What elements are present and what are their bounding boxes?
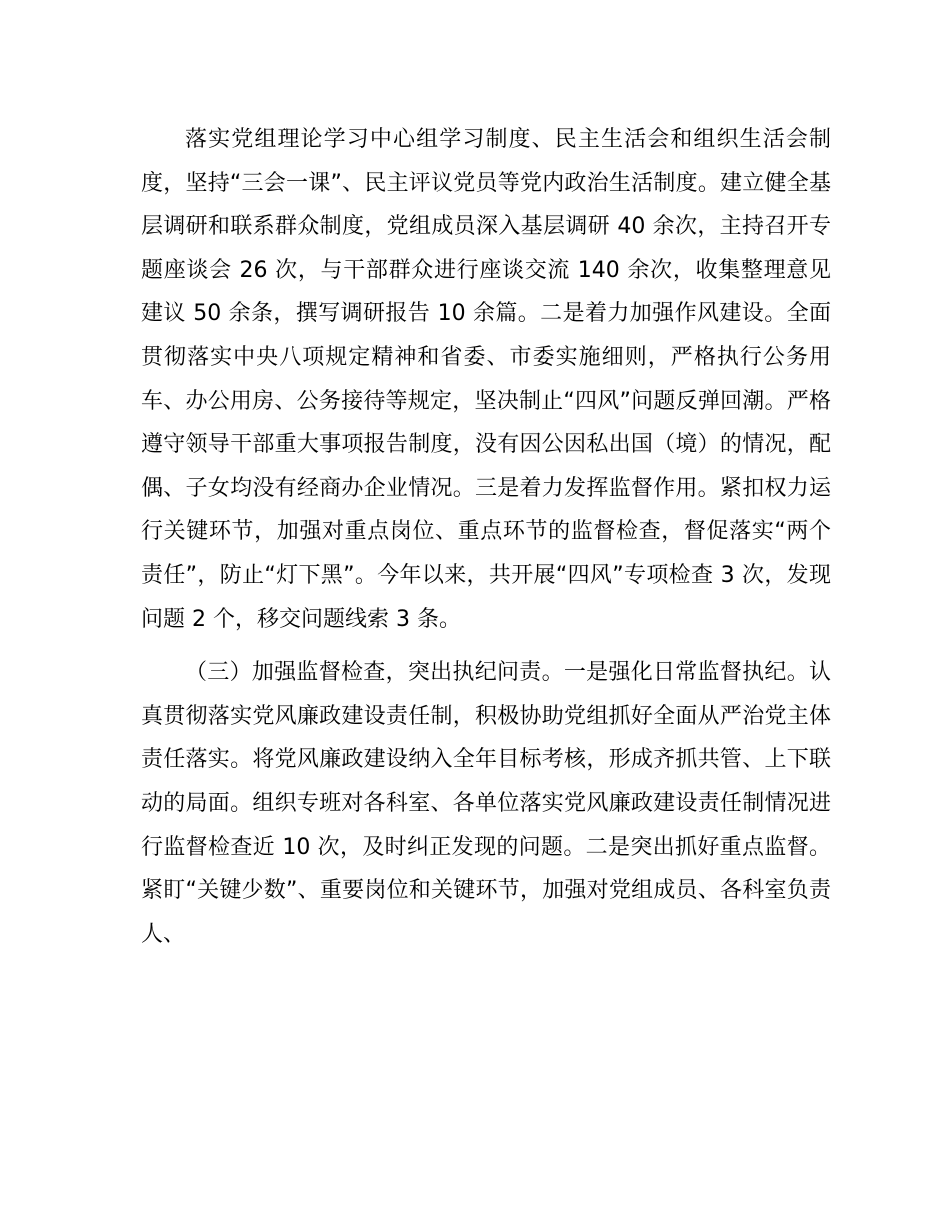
paragraph-supervision-inspection: （三）加强监督检查，突出执纪问责。一是强化日常监督执纪。认真贯彻落实党风廉政建设责任制，积极协助党组抓好全面从严治党主体责任落实。将党风廉政建设纳入全年目标考核，形成齐抓共管、上下联动的局面。组织专班对各科室、各单位落实党风廉政建设责任制情况进行监督检查近 10 次，及时纠正发现的问题。二是突出抓好重点监督。紧盯“关键少数”、重要岗位和关键环节，加强对党组成员、各科室负责人、 <box>141 660 831 947</box>
paragraph-oversight-implementation: 落实党组理论学习中心组学习制度、民主生活会和组织生活会制度，坚持“三会一课”、民主评议党员等党内政治生活制度。建立健全基层调研和联系群众制度，党组成员深入基层调研 40 余次，主持召开专题座谈会 26 次，与干部群众进行座谈交流 140 余次，收集整理意见建议 50 余条，撰写调研报告 10 余篇。二是着力加强作风建设。全面贯彻落实中央八项规定精神和省委、市委实施细则，严格执行公务用车、办公用房、公务接待等规定，坚决制止“四风”问题反弹回潮。严格遵守领导干部重大事项报告制度，没有因公因私出国（境）的情况，配偶、子女均没有经商办企业情况。三是着力发挥监督作用。紧扣权力运行关键环节，加强对重点岗位、重点环节的监督检查，督促落实“两个责任”，防止“灯下黑”。今年以来，共开展“四风”专项检查 3 次，发现问题 2 个，移交问题线索 3 条。 <box>141 127 831 632</box>
document-body <box>141 118 831 956</box>
